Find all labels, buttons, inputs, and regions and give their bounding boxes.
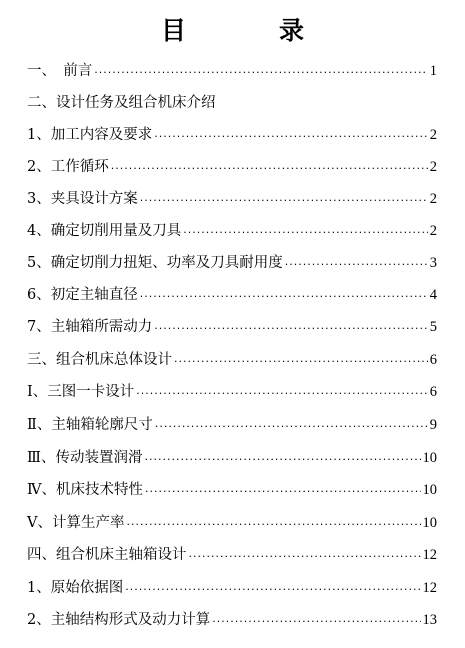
page-title: 目 录 [160,16,338,45]
leader-dots [189,548,421,566]
leader-dots [285,256,428,274]
toc-entry-label: Ⅱ、主轴箱轮廓尺寸 [27,417,153,433]
toc-entry-label: 7、主轴箱所需动力 [27,319,153,335]
toc-entry-2-5[interactable] [27,252,437,274]
toc-entry-section-3[interactable] [27,349,437,371]
leader-dots [111,160,428,178]
toc-entry-page: 6 [429,384,437,400]
toc-entry-page: 12 [422,580,437,596]
toc-entry-label: 三、组合机床总体设计 [27,352,172,368]
toc-entry-page: 1 [429,63,437,79]
toc-entry-3-4[interactable] [27,479,437,501]
toc-entry-page: 10 [422,450,437,466]
toc-entry-label: 2、主轴结构形式及动力计算 [27,612,211,628]
toc-entry-label: 5、确定切削力扭矩、功率及刀具耐用度 [27,255,283,271]
toc-entry-4-2[interactable] [27,609,437,631]
leader-dots [145,483,421,501]
toc-entry-2-2[interactable] [27,156,437,178]
toc-entry-page: 2 [429,223,437,239]
leader-dots [126,516,420,534]
toc-entry-label: 3、夹具设计方案 [27,191,138,207]
leader-dots [155,418,428,436]
toc-entry-3-5[interactable] [27,512,437,534]
leader-dots [94,64,428,82]
toc-entry-preface[interactable] [27,60,437,82]
toc-entry-page: 12 [422,547,437,563]
leader-dots [174,353,428,371]
toc-entry-2-1[interactable] [27,124,437,146]
leader-dots [154,128,428,146]
toc-entry-2-6[interactable] [27,284,437,306]
toc-entry-3-3[interactable] [27,447,437,469]
toc-entry-page: 5 [429,319,437,335]
leader-dots [125,581,420,599]
toc-entry-page: 2 [429,191,437,207]
leader-dots [183,224,428,242]
leader-dots [144,451,420,469]
toc-entry-page: 2 [429,127,437,143]
leader-dots [140,192,428,210]
toc-entry-section-4[interactable] [27,544,437,566]
toc-entry-label: 4、确定切削用量及刀具 [27,223,182,239]
toc-entry-label: 二、设计任务及组合机床介绍 [27,95,216,111]
toc-entry-label: Ⅰ、三图一卡设计 [27,384,135,400]
leader-dots [136,385,428,403]
toc-entry-label: 一、 前言 [27,63,93,79]
toc-entry-3-1[interactable] [27,381,437,403]
toc-entry-page: 4 [429,287,437,303]
leader-dots [140,288,428,306]
toc-entry-page: 3 [429,255,437,271]
toc-entry-label: 1、原始依据图 [27,580,124,596]
toc-entry-page: 13 [422,612,437,628]
toc-entry-label: Ⅳ、机床技术特性 [27,482,143,498]
toc-entry-section-2[interactable] [27,92,447,114]
toc-entry-page: 10 [422,515,437,531]
toc-entry-label: 6、初定主轴直径 [27,287,138,303]
toc-entry-4-1[interactable] [27,577,437,599]
leader-dots [212,613,420,631]
toc-entry-2-7[interactable] [27,316,437,338]
leader-dots [154,320,428,338]
toc-entry-2-3[interactable] [27,188,437,210]
toc-entry-page: 2 [429,159,437,175]
toc-entry-page: 6 [429,352,437,368]
toc-entry-3-2[interactable] [27,414,437,436]
toc-entry-label: Ⅲ、传动装置润滑 [27,450,143,466]
toc-entry-page: 9 [429,417,437,433]
toc-entry-label: Ⅴ、计算生产率 [27,515,125,531]
toc-entry-page: 10 [422,482,437,498]
toc-entry-label: 2、工作循环 [27,159,109,175]
toc-entry-2-4[interactable] [27,220,437,242]
toc-entry-label: 四、组合机床主轴箱设计 [27,547,187,563]
toc-entry-label: 1、加工内容及要求 [27,127,153,143]
